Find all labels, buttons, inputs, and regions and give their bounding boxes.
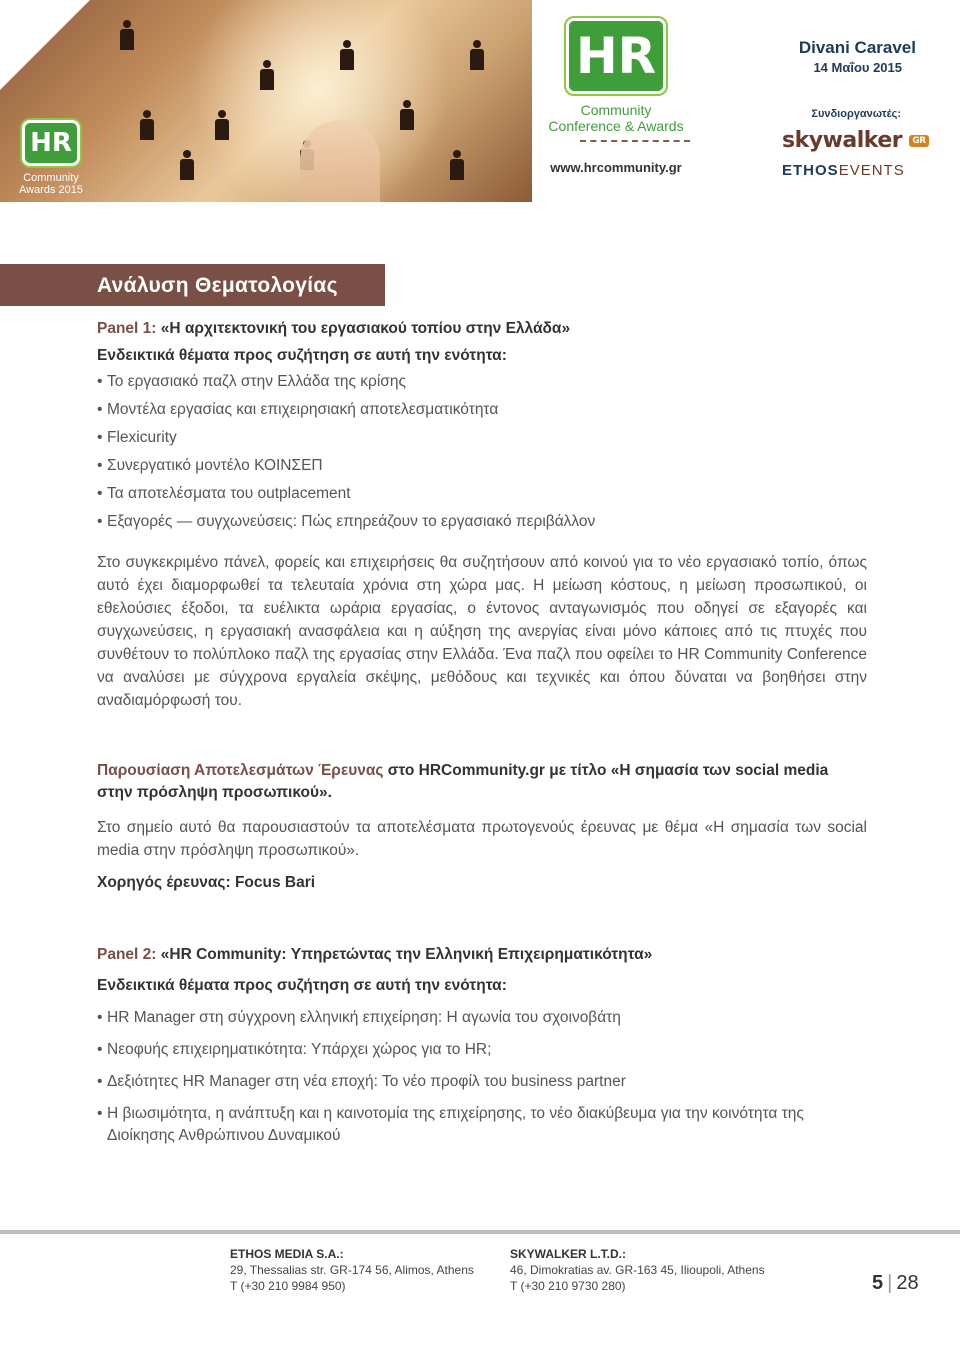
panel2-label: Panel 2: (97, 946, 157, 963)
panel2-topics-heading: Ενδεικτικά θέματα προς συζήτηση σε αυτή την ενότητα: (97, 977, 507, 994)
page-curl (0, 0, 90, 90)
skywalker-wordmark: skywalker (782, 128, 903, 153)
section-title: Ανάλυση Θεματολογίας (0, 264, 385, 306)
person-icon (400, 100, 414, 130)
page-total: 28 (896, 1272, 919, 1294)
list-item: • Το εργασιακό παζλ στην Ελλάδα της κρίσης (97, 371, 867, 393)
panel1-title: «Η αρχιτεκτονική του εργασιακού τοπίου στην Ελλάδα» (160, 320, 571, 337)
coorganizers-label: Συνδιοργανωτές: (811, 108, 901, 120)
panel1-topic-list (97, 371, 867, 533)
venue-name: Divani Caravel (798, 38, 916, 57)
person-icon (340, 40, 354, 70)
panel2-heading (97, 944, 867, 966)
survey-heading (97, 760, 867, 804)
hr-logo-mark: HR (22, 120, 80, 166)
list-item: • Δεξιότητες HR Manager στη νέα εποχή: Το νέο προφίλ του business partner (97, 1071, 867, 1093)
skywalker-logo (782, 128, 929, 153)
panel1-topics-heading: Ενδεικτικά θέματα προς συζήτηση σε αυτή την ενότητα: (97, 347, 507, 364)
list-item: • Flexicurity (97, 427, 867, 449)
logo-line2: Conference & Awards (548, 118, 684, 134)
page-separator: | (887, 1272, 893, 1294)
footer-phone: T (+30 210 9984 950) (230, 1279, 346, 1293)
panel2-topic-list (97, 1007, 867, 1147)
skywalker-gr-badge: GR (909, 135, 928, 147)
list-item: • Τα αποτελέσματα του outplacement (97, 483, 867, 505)
person-icon (215, 110, 229, 140)
list-item: • Συνεργατικό μοντέλο ΚΟΙΝΣΕΠ (97, 455, 867, 477)
event-info (700, 0, 960, 202)
footer-ethos (230, 1246, 474, 1294)
person-icon (180, 150, 194, 180)
hr-conference-logo (532, 0, 700, 202)
footer-skywalker (510, 1246, 765, 1294)
person-icon (260, 60, 274, 90)
panel2-title: «HR Community: Υπηρετώντας την Ελληνική Επιχειρηματικότητα» (160, 946, 653, 963)
panel1-heading (97, 318, 867, 340)
page-number (872, 1272, 919, 1295)
ethos-events-logo (782, 162, 905, 179)
hand-image (300, 120, 380, 202)
footer-company: SKYWALKER L.T.D.: (510, 1247, 626, 1261)
list-item: • Μοντέλα εργασίας και επιχειρησιακή αποτελεσματικότητα (97, 399, 867, 421)
list-item: • Νεοφυής επιχειρηματικότητα: Υπάρχει χώρος για το HR; (97, 1039, 867, 1061)
panel1-label: Panel 1: (97, 320, 157, 337)
hr-logo-mark-large: HR (566, 18, 666, 94)
list-item: • HR Manager στη σύγχρονη ελληνική επιχείρηση: Η αγωνία του σχοινοβάτη (97, 1007, 867, 1029)
header-banner (0, 0, 960, 202)
footer-company: ETHOS MEDIA S.A.: (230, 1247, 344, 1261)
website-link[interactable]: www.hrcommunity.gr (550, 160, 682, 175)
events-wordmark: EVENTS (838, 162, 905, 179)
person-icon (450, 150, 464, 180)
logo-line1: Community (580, 102, 652, 118)
list-item: • Εξαγορές — συγχωνεύσεις: Πώς επηρεάζουν το εργασιακό περιβάλλον (97, 511, 867, 533)
list-item: • Η βιωσιμότητα, η ανάπτυξη και η καινοτομία της επιχείρησης, το νέο διακύβευμα για την κοινότητα της Διοίκησης Ανθρώπινου Δυναμικού (97, 1103, 867, 1147)
logo-small-line2: Awards 2015 (18, 184, 83, 196)
survey-title: στο HRCommunity.gr με τίτλο «Η σημασία των social media στην πρόσληψη προσωπικού». (97, 762, 829, 801)
event-date: 14 Μαΐου 2015 (813, 60, 902, 75)
footer-address: 46, Dimokratias av. GR-163 45, Ilioupoli, Athens (510, 1263, 765, 1277)
survey-sponsor: Χορηγός έρευνας: Focus Bari (97, 874, 316, 891)
hr-awards-logo (16, 120, 86, 196)
survey-label: Παρουσίαση Αποτελεσμάτων Έρευνας (97, 762, 384, 779)
page-current: 5 (872, 1272, 884, 1294)
ethos-wordmark: ETHOS (782, 162, 839, 179)
panel1-paragraph: Στο συγκεκριμένο πάνελ, φορείς και επιχειρήσεις θα συζητήσουν από κοινού για το νέο εργασιακό τοπίο, όπως αυτό έχει διαμορφωθεί τα τελευταία χρόνια στη χώρα μας. Η μείωση κόστους, η μείωση προσωπικού, οι εθελούσιες έξοδοι, τα ευέλικτα ωράρια εργασίας, ο έντονος ανταγωνισμός που οδηγεί σε εξαγορές και συγχωνεύσεις, η εργασιακή ανασφάλεια και η αύξηση της ανεργίας είναι μόνο κάποιες από τις πτυχές που συνθέτουν το πολύπλοκο παζλ της εργασίας στην Ελλάδα. Ένα παζλ που οφείλει το HR Community Conference να αναλύσει με σύγχρονα εργαλεία σκέψης, μεθόδους και τεχνικές και όπου δύναται να βοηθήσει στην αναδιαμόρφωσή του. (97, 554, 867, 709)
main-content (97, 318, 867, 1147)
person-icon (140, 110, 154, 140)
person-icon (470, 40, 484, 70)
logo-small-line1: Community (23, 172, 79, 184)
footer-divider (0, 1230, 960, 1234)
footer-address: 29, Thessalias str. GR-174 56, Alimos, Athens (230, 1263, 474, 1277)
banner-photo (0, 0, 532, 202)
person-icon (120, 20, 134, 50)
footer-phone: T (+30 210 9730 280) (510, 1279, 626, 1293)
dashed-divider (580, 140, 690, 142)
survey-paragraph: Στο σημείο αυτό θα παρουσιαστούν τα αποτελέσματα πρωτογενούς έρευνας με θέμα «Η σημασία των social media στην πρόσληψη προσωπικού». (97, 819, 867, 859)
